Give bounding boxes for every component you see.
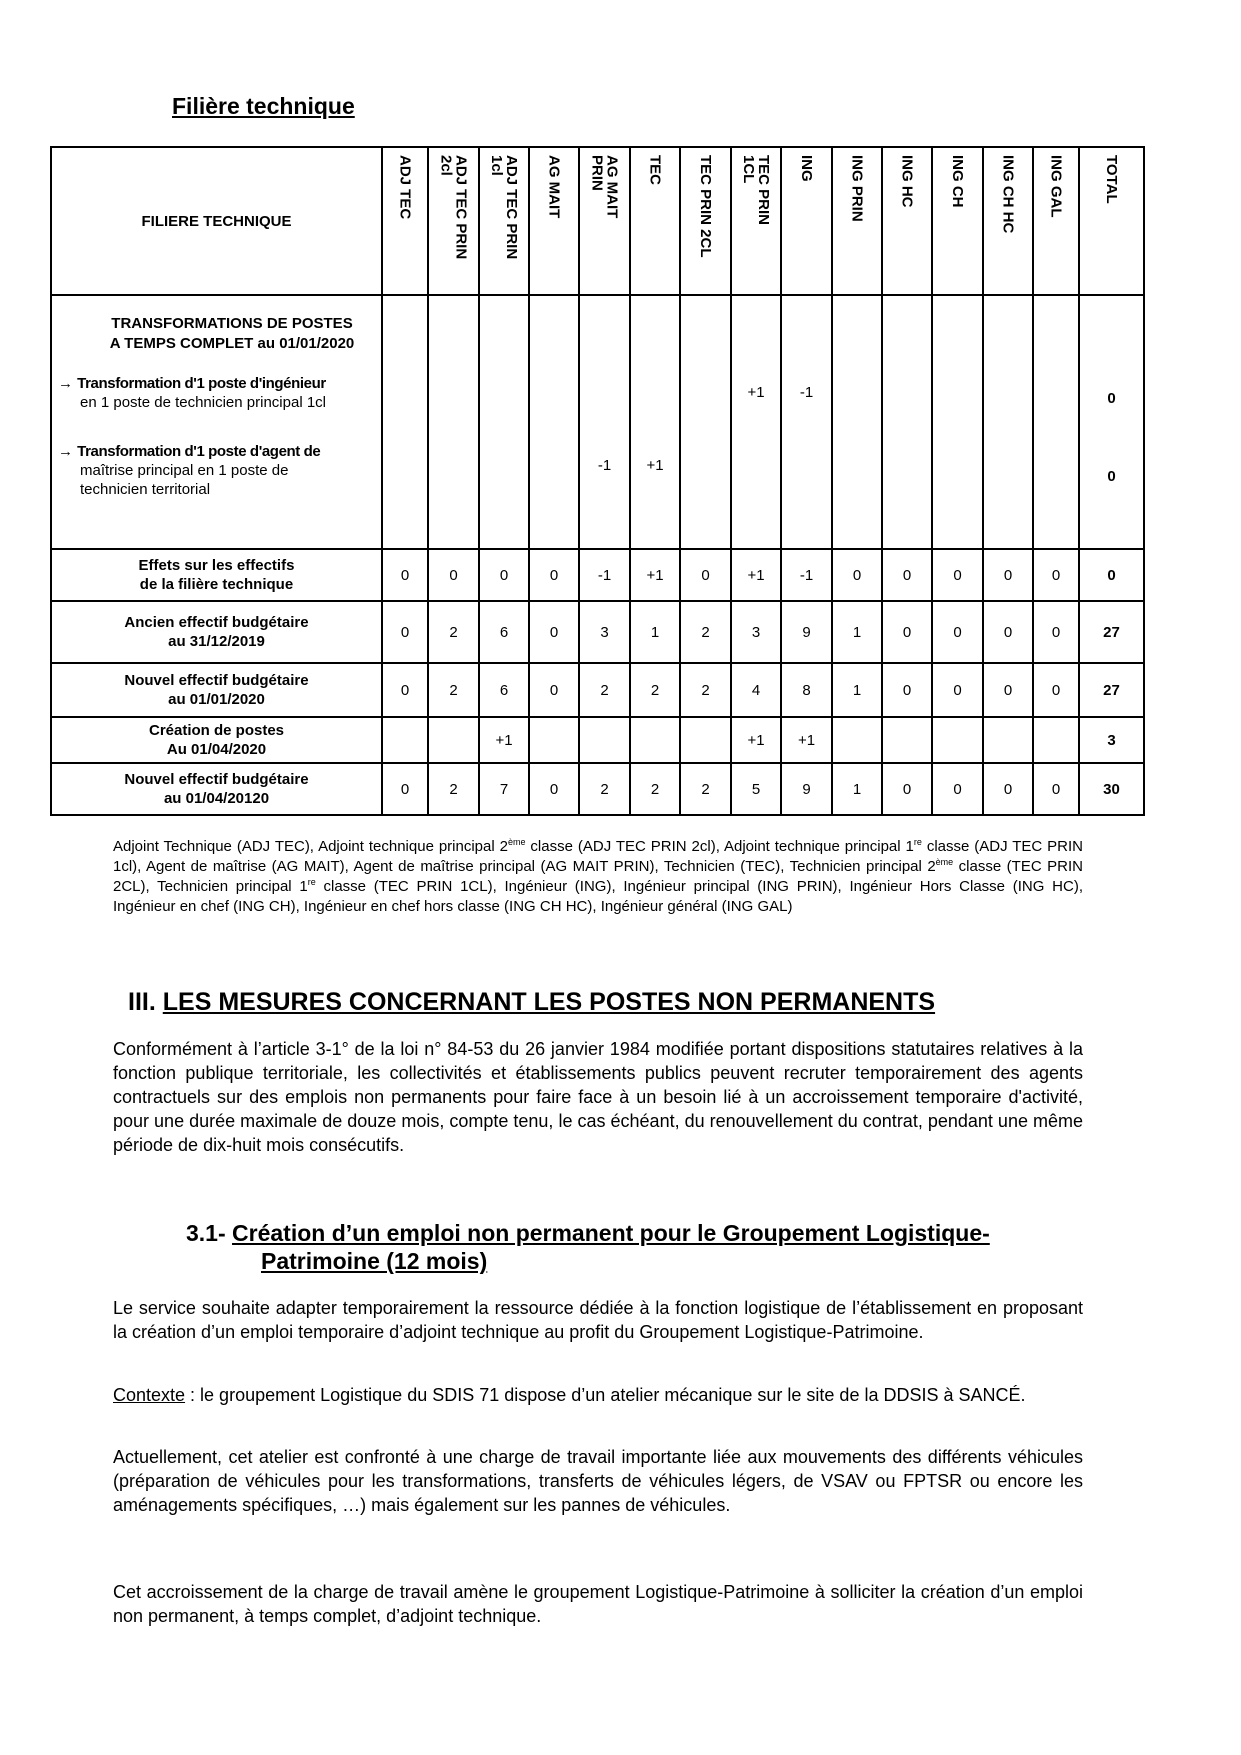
summary-rows xyxy=(51,549,1144,815)
transformations-label-cell xyxy=(51,295,382,549)
paragraph-intro: Conformément à l’article 3-1° de la loi n° 84-53 du 26 janvier 1984 modifiée portant dispositions statutaires relatives à la fonction publique territoriale, les collectivités et établissements publics peuvent recruter temporairement des agents contractuels sur des emplois non permanents pour faire face à un besoin lié à un accroissement temporaire d'activité, pour une durée maximale de douze mois, compte tenu, le cas échéant, du renouvellement du contrat, pendant une même période de dix-huit mois consécutifs. xyxy=(113,1039,1083,1155)
column-header: ADJ TEC PRIN 1cl xyxy=(479,147,529,295)
table-cell: 6 xyxy=(479,601,529,663)
table-cell: 0 xyxy=(932,663,983,717)
table-cell: 9 xyxy=(781,601,832,663)
column-header: ING CH HC xyxy=(983,147,1033,295)
table-cell: 0 xyxy=(832,549,882,601)
table-cell: 8 xyxy=(781,663,832,717)
table-cell: -1 xyxy=(579,295,630,549)
subsection-title-line1: Création d’un emploi non permanent pour le Groupement Logistique- xyxy=(232,1220,990,1246)
corner-header: FILIERE TECHNIQUE xyxy=(51,147,382,295)
section-title: Filière technique xyxy=(172,93,355,119)
table-cell: 0 xyxy=(529,763,579,815)
row-label: Création de postes Au 01/04/2020 xyxy=(51,717,382,763)
transformations-heading: TRANSFORMATIONS DE POSTES A TEMPS COMPLET au 01/01/2020 xyxy=(109,315,355,352)
table-cell xyxy=(832,295,882,549)
table-cell: 7 xyxy=(479,763,529,815)
table-cell xyxy=(882,295,932,549)
row-label: Effets sur les effectifs de la filière technique xyxy=(51,549,382,601)
table-cell: +1 xyxy=(479,717,529,763)
table-cell: 0 xyxy=(1033,601,1079,663)
column-header: ING HC xyxy=(882,147,932,295)
table-cell: 0 xyxy=(983,549,1033,601)
table-cell: 2 xyxy=(680,663,731,717)
row-label: Ancien effectif budgétaire au 31/12/2019 xyxy=(51,601,382,663)
table-cell: 0 xyxy=(680,549,731,601)
column-header: TEC xyxy=(630,147,680,295)
table-cell: 0 xyxy=(529,663,579,717)
table-cell: 2 xyxy=(428,763,479,815)
column-header: AG MAIT PRIN xyxy=(579,147,630,295)
table-cell xyxy=(882,717,932,763)
row-label: Nouvel effectif budgétaire au 01/04/20120 xyxy=(51,763,382,815)
table-cell xyxy=(680,295,731,549)
table-row xyxy=(51,601,1144,663)
table-cell: 2 xyxy=(630,663,680,717)
row-label: Nouvel effectif budgétaire au 01/01/2020 xyxy=(51,663,382,717)
transformation-item-2: → Transformation d'1 poste d'agent de maîtrise principal en 1 poste de technicien territorial xyxy=(58,443,321,498)
column-header: ING xyxy=(781,147,832,295)
abbreviations-footnote: Adjoint Technique (ADJ TEC), Adjoint technique principal 2ème classe (ADJ TEC PRIN 2cl), Adjoint technique principal 1re classe (ADJ TEC PRIN 1cl), Agent de maîtrise (AG MAIT), Agent de maîtrise principal (AG MAIT PRIN), Technicien (TEC), Technicien principal 2ème classe (TEC PRIN 2CL), Technicien principal 1re classe (TEC PRIN 1CL), Ingénieur (ING), Ingénieur principal (ING PRIN), Ingénieur Hors Classe (ING HC), Ingénieur en chef (ING CH), Ingénieur en chef hors classe (ING CH HC), Ingénieur général (ING GAL) xyxy=(113,837,1084,915)
table-cell: 2 xyxy=(680,763,731,815)
table-row xyxy=(51,717,1144,763)
table-cell: 0 xyxy=(882,663,932,717)
table-cell: +1 xyxy=(731,549,781,601)
table-cell xyxy=(832,717,882,763)
column-header: ADJ TEC PRIN 2cl xyxy=(428,147,479,295)
table-cell: -1 xyxy=(781,549,832,601)
column-header: ING CH xyxy=(932,147,983,295)
table-cell xyxy=(382,717,428,763)
context-label: Contexte xyxy=(113,1385,186,1405)
table-cell: 0 xyxy=(1033,763,1079,815)
column-header: ADJ TEC xyxy=(382,147,428,295)
table-cell xyxy=(579,717,630,763)
table-cell xyxy=(932,295,983,549)
table-cell: 9 xyxy=(781,763,832,815)
total-cell: 0 0 xyxy=(1079,295,1144,549)
table-cell: 4 xyxy=(731,663,781,717)
paragraph-request: Cet accroissement de la charge de travail amène le groupement Logistique-Patrimoine à solliciter la création d’un emploi non permanent, à temps complet, d’adjoint technique. xyxy=(113,1582,1083,1626)
table-cell: 0 xyxy=(882,601,932,663)
table-cell: 6 xyxy=(479,663,529,717)
table-cell xyxy=(983,717,1033,763)
table-cell: 0 xyxy=(382,763,428,815)
table-cell: +1 xyxy=(630,295,680,549)
table-cell: 2 xyxy=(428,663,479,717)
arrow-icon: → xyxy=(58,443,73,460)
table-cell xyxy=(983,295,1033,549)
table-cell xyxy=(382,295,428,549)
table-row xyxy=(51,549,1144,601)
paragraph-workload: Actuellement, cet atelier est confronté à une charge de travail importante liée aux mouvements des différents véhicules (préparation de véhicules pour les transformations, transferts de véhicules légers, de VSAV ou FPTSR ou encore les aménagements spécifiques, …) mais également sur les pannes de véhicules. xyxy=(113,1447,1083,1515)
table-cell xyxy=(1033,295,1079,549)
table-cell: 0 xyxy=(983,763,1033,815)
transformation-item-1: → Transformation d'1 poste d'ingénieur en 1 poste de technicien principal 1cl xyxy=(58,375,326,411)
filiere-technique-table xyxy=(50,146,1145,816)
table-cell: 0 xyxy=(1033,663,1079,717)
table-row xyxy=(51,763,1144,815)
table-cell: 2 xyxy=(428,601,479,663)
arrow-icon: → xyxy=(58,375,73,392)
table-cell: +1 xyxy=(731,717,781,763)
table-cell: 2 xyxy=(579,663,630,717)
heading-title: LES MESURES CONCERNANT LES POSTES NON PERMANENTS xyxy=(162,988,936,1016)
table-cell xyxy=(932,717,983,763)
total-cell: 27 xyxy=(1079,601,1144,663)
table-cell: +1 xyxy=(630,549,680,601)
column-header: ING GAL xyxy=(1033,147,1079,295)
table-cell: 0 xyxy=(932,601,983,663)
table-cell: 3 xyxy=(731,601,781,663)
table-cell: -1 xyxy=(781,295,832,549)
table-cell: 0 xyxy=(932,763,983,815)
table-cell: 0 xyxy=(983,601,1033,663)
section-heading-iii xyxy=(128,988,935,1017)
transformations-row xyxy=(51,295,1144,549)
column-header: TOTAL xyxy=(1079,147,1144,295)
table-cell: 0 xyxy=(882,763,932,815)
table-cell xyxy=(428,717,479,763)
table-cell: -1 xyxy=(579,549,630,601)
table-cell: 1 xyxy=(832,601,882,663)
table-cell xyxy=(680,717,731,763)
table-cell: +1 xyxy=(781,717,832,763)
total-cell: 30 xyxy=(1079,763,1144,815)
table-cell: +1 xyxy=(731,295,781,549)
column-header: TEC PRIN 1CL xyxy=(731,147,781,295)
paragraph-context: Contexte : le groupement Logistique du SDIS 71 dispose d’un atelier mécanique sur le site de la DDSIS à SANCÉ. xyxy=(113,1385,1026,1405)
table-cell: 0 xyxy=(382,601,428,663)
table-cell: 2 xyxy=(680,601,731,663)
table-cell: 0 xyxy=(428,549,479,601)
column-header: AG MAIT xyxy=(529,147,579,295)
table-cell: 0 xyxy=(479,549,529,601)
table-cell: 0 xyxy=(932,549,983,601)
table-cell: 1 xyxy=(630,601,680,663)
table-cell: 2 xyxy=(630,763,680,815)
subsection-title-line2: Patrimoine (12 mois) xyxy=(261,1248,488,1274)
table-cell: 0 xyxy=(529,549,579,601)
paragraph-service: Le service souhaite adapter temporairement la ressource dédiée à la fonction logistique de l’établissement en proposant la création d’un emploi temporaire d’adjoint technique au profit du Groupement Logistique-Patrimoine. xyxy=(113,1298,1083,1342)
table-cell: 0 xyxy=(382,549,428,601)
table-cell xyxy=(479,295,529,549)
subsection-heading-3-1 xyxy=(186,1219,990,1275)
table-cell xyxy=(1033,717,1079,763)
table-cell xyxy=(529,717,579,763)
table-cell: 0 xyxy=(882,549,932,601)
table-cell: 0 xyxy=(382,663,428,717)
column-header: TEC PRIN 2CL xyxy=(680,147,731,295)
table-cell: 1 xyxy=(832,763,882,815)
table-cell: 0 xyxy=(1033,549,1079,601)
table-cell: 2 xyxy=(579,763,630,815)
table-cell: 5 xyxy=(731,763,781,815)
table-cell: 3 xyxy=(579,601,630,663)
heading-number: III. xyxy=(128,988,156,1016)
subsection-number: 3.1- xyxy=(186,1220,226,1246)
table-cell: 1 xyxy=(832,663,882,717)
total-cell: 27 xyxy=(1079,663,1144,717)
table-cell xyxy=(529,295,579,549)
total-cell: 3 xyxy=(1079,717,1144,763)
table-row xyxy=(51,663,1144,717)
column-header: ING PRIN xyxy=(832,147,882,295)
table-cell xyxy=(630,717,680,763)
table-header-row xyxy=(51,147,1144,295)
table-cell xyxy=(428,295,479,549)
table-cell: 0 xyxy=(983,663,1033,717)
total-cell: 0 xyxy=(1079,549,1144,601)
table-cell: 0 xyxy=(529,601,579,663)
